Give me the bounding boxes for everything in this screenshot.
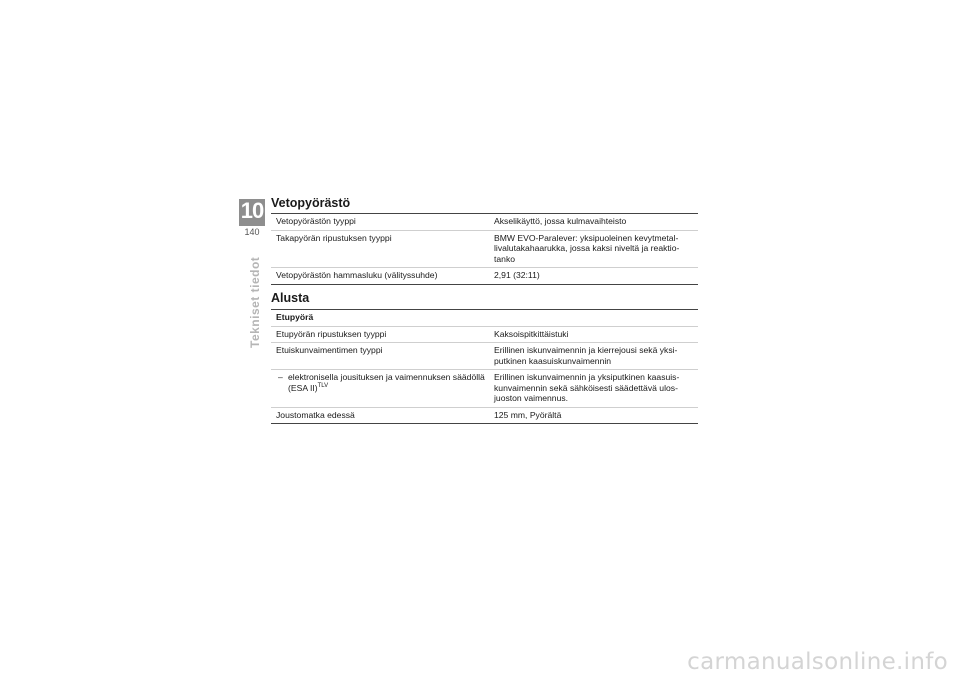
spec-key: Takapyörän ripustuksen tyyppi [271, 230, 494, 268]
table-row [271, 268, 698, 285]
chapter-side-title: Tekniset tiedot [248, 256, 262, 348]
page-number: 140 [239, 225, 265, 238]
subheader-front-wheel: Etupyörä [271, 310, 698, 327]
section-title-drivetrain: Vetopyörästö [271, 196, 351, 210]
spec-value: 2,91 (32:11) [494, 268, 698, 285]
section-title-chassis: Alusta [271, 291, 310, 305]
table-row [271, 326, 698, 343]
watermark: carmanualsonline.info [687, 649, 948, 675]
spec-key: Vetopyörästön hammasluku (välityssuhde) [271, 268, 494, 285]
spec-key: Etuiskunvaimentimen tyyppi [271, 343, 494, 370]
drivetrain-table [271, 213, 698, 285]
spec-value: BMW EVO-Paralever: yksipuoleinen kevytmetallivalutakahaarukka, jossa kaksi niveltä ja reaktiotanko [494, 230, 698, 268]
chapter-number: 10 [240, 198, 264, 223]
spec-value: Kaksoispitkittäistuki [494, 326, 698, 343]
spec-key: Vetopyörästön tyyppi [271, 214, 494, 231]
spec-key-text: elektronisella jousituksen ja vaimennuksen säädöllä (ESA II) [288, 372, 485, 393]
chapter-tab [239, 199, 265, 237]
spec-value: Erillinen iskunvaimennin ja kierrejousi sekä yksiputkinen kaasuiskunvaimennin [494, 343, 698, 370]
table-row [271, 343, 698, 370]
table-subheader [271, 310, 698, 327]
spec-key: Joustomatka edessä [271, 407, 494, 424]
table-row [271, 370, 698, 408]
dash-bullet: – [278, 372, 283, 382]
table-row [271, 407, 698, 424]
spec-key: Etupyörän ripustuksen tyyppi [271, 326, 494, 343]
spec-value: Erillinen iskunvaimennin ja yksiputkinen kaasuiskunvaimennin sekä sähköisesti säädettävä ulosjuoston vaimennus. [494, 370, 698, 408]
table-row [271, 230, 698, 268]
spec-key-option [271, 370, 494, 408]
chassis-table [271, 309, 698, 424]
spec-value: 125 mm, Pyörältä [494, 407, 698, 424]
spec-value: Akselikäyttö, jossa kulmavaihteisto [494, 214, 698, 231]
table-row [271, 214, 698, 231]
spec-key-superscript: TLV [317, 382, 329, 389]
